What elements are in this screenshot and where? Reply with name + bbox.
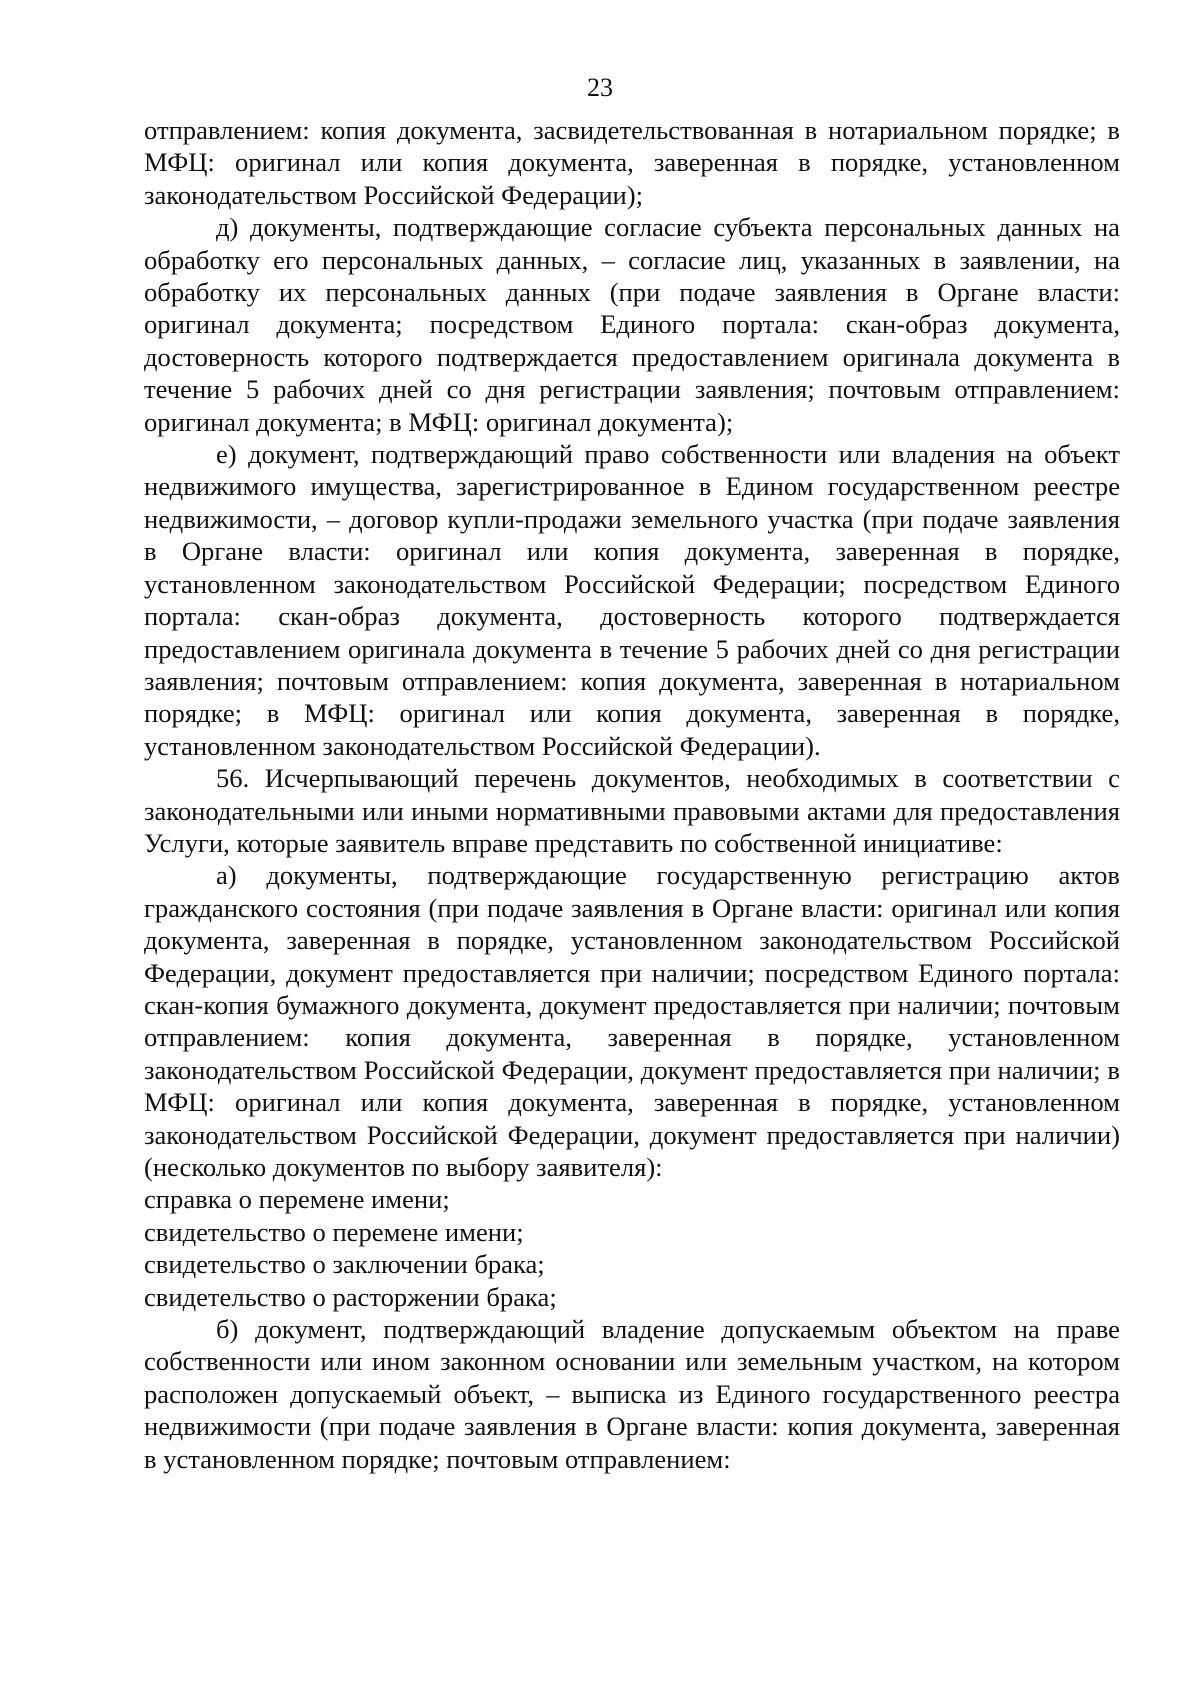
- paragraph-item-d: д) документы, подтверждающие согласие субъекта персональных данных на обработку его персональных данных, – согласие лиц, указанных в заявлении, на обработку их персональных данных (при подаче заявления в Органе власти: оригинал документа; посредством Единого портала: скан-образ документа, достоверность которого подтверждается предоставлением оригинала документа в течение 5 рабочих дней со дня регистрации заявления; почтовым отправлением: оригинал документа; в МФЦ: оригинал документа);: [144, 212, 1120, 437]
- list-item-name-change-certificate: справка о перемене имени;: [144, 1184, 450, 1215]
- paragraph-item-a: а) документы, подтверждающие государственную регистрацию актов гражданского состояния (при подаче заявления в Органе власти: оригинал или копия документа, заверенная в порядке, установленном законодательством Российской Федерации, документ предоставляется при наличии; посредством Единого портала: скан-копия бумажного документа, документ предоставляется при наличии; почтовым отправлением: копия документа, заверенная в порядке, установленном законодательством Российской Федерации, документ предоставляется при наличии; в МФЦ: оригинал или копия документа, заверенная в порядке, установленном законодательством Российской Федерации, документ предоставляется при наличии) (несколько документов по выбору заявителя):: [144, 860, 1120, 1182]
- document-body: [144, 114, 1120, 1475]
- list-item-marriage-certificate: свидетельство о заключении брака;: [144, 1249, 545, 1280]
- paragraph-item-e: е) документ, подтверждающий право собственности или владения на объект недвижимого имущества, зарегистрированное в Едином государственном реестре недвижимости, – договор купли-продажи земельного участка (при подаче заявления в Органе власти: оригинал или копия документа, заверенная в порядке, установленном законодательством Российской Федерации; посредством Единого портала: скан-образ документа, достоверность которого подтверждается предоставлением оригинала документа в течение 5 рабочих дней со дня регистрации заявления; почтовым отправлением: копия документа, заверенная в нотариальном порядке; в МФЦ: оригинал или копия документа, заверенная в порядке, установленном законодательством Российской Федерации).: [144, 439, 1120, 761]
- paragraph-56: 56. Исчерпывающий перечень документов, необходимых в соответствии с законодательными или иными нормативными правовыми актами для предоставления Услуги, которые заявитель вправе представить по собственной инициативе:: [144, 763, 1120, 858]
- paragraph-item-b: б) документ, подтверждающий владение допускаемым объектом на праве собственности или ином законном основании или земельным участком, на котором расположен допускаемый объект, – выписка из Единого государственного реестра недвижимости (при подаче заявления в Органе власти: копия документа, заверенная в установленном порядке; почтовым отправлением:: [144, 1314, 1120, 1474]
- list-item-name-change-record: свидетельство о перемене имени;: [144, 1216, 524, 1247]
- page-number: 23: [587, 73, 613, 102]
- paragraph-continuation: отправлением: копия документа, засвидетельствованная в нотариальном порядке; в МФЦ: оригинал или копия документа, заверенная в порядке, установленном законодательством Российской Федерации);: [144, 115, 1120, 210]
- list-item-divorce-certificate: свидетельство о расторжении брака;: [144, 1281, 557, 1312]
